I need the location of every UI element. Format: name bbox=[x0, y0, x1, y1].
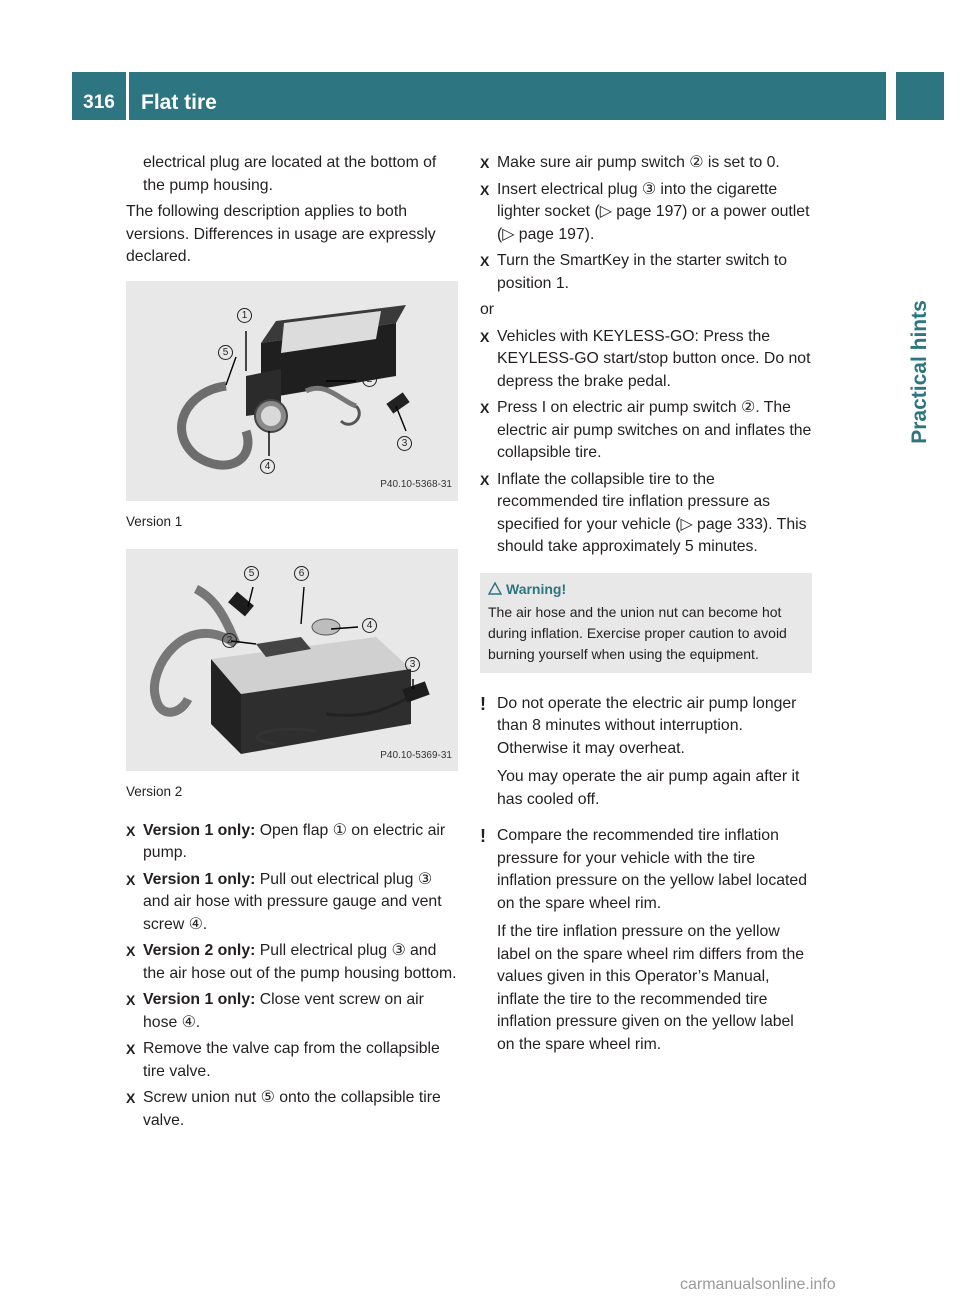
step-arrow-icon: X bbox=[480, 471, 490, 488]
callout-3: 3 bbox=[397, 436, 412, 451]
step-text: Turn the SmartKey in the starter switch to position 1. bbox=[497, 252, 788, 292]
right-column bbox=[480, 152, 812, 1070]
note-text: You may operate the air pump again after it has cooled off. bbox=[497, 768, 800, 808]
step-text: Close vent screw on air hose ④. bbox=[143, 991, 424, 1031]
step-arrow-icon: X bbox=[126, 871, 136, 888]
step-arrow-icon: X bbox=[126, 943, 136, 959]
step-item bbox=[126, 940, 460, 985]
header-separator bbox=[126, 72, 129, 120]
side-tab-block bbox=[896, 72, 944, 120]
step-lead: Version 1 only: bbox=[143, 821, 256, 839]
side-tab-section bbox=[896, 272, 944, 472]
step-item bbox=[480, 179, 812, 247]
step-item bbox=[126, 820, 460, 865]
air-pump-v1-illustration bbox=[126, 281, 458, 501]
step-item bbox=[126, 989, 460, 1034]
exclamation-icon: ! bbox=[480, 826, 486, 846]
warning-triangle-icon bbox=[488, 582, 502, 595]
callout-5: 5 bbox=[244, 566, 259, 581]
note-text: Compare the recommended tire inflation pressure for your vehicle with the tire inflation pressure on the yellow label located on the spare wheel rim. bbox=[497, 827, 807, 912]
side-tab-label: Practical hints bbox=[908, 300, 931, 444]
step-text: Remove the valve cap from the collapsible tire valve. bbox=[143, 1040, 440, 1080]
step-lead: Version 2 only: bbox=[143, 942, 256, 959]
exclamation-icon: ! bbox=[480, 693, 486, 714]
step-arrow-icon: X bbox=[480, 181, 490, 198]
figure-version-1 bbox=[126, 281, 458, 501]
side-tab bbox=[896, 72, 944, 1147]
step-lead: Version 1 only: bbox=[143, 870, 256, 888]
note-item bbox=[480, 693, 812, 812]
figure-version-2 bbox=[126, 549, 458, 771]
note-text: If the tire inflation pressure on the yellow label on the spare wheel rim differs from the values given in this Operator’s Manual, inflate the tire to the recommended tire inflation pressure given on the yellow label on the spare wheel rim. bbox=[497, 923, 805, 1053]
step-item bbox=[480, 326, 812, 394]
step-text: Vehicles with KEYLESS-GO: Press the KEYLESS-GO start/stop button once. Do not depress the brake pedal. bbox=[497, 327, 811, 390]
or-text: or bbox=[480, 301, 495, 318]
figure-code: P40.10-5368-31 bbox=[380, 479, 452, 490]
versions-paragraph: The following description applies to both versions. Differences in usage are expressly declared. bbox=[126, 203, 436, 265]
warning-text: The air hose and the union nut can become hot during inflation. Exercise proper caution to avoid burning yourself when using the equipment. bbox=[488, 603, 787, 662]
step-arrow-icon: X bbox=[480, 155, 490, 171]
step-arrow-icon: X bbox=[126, 992, 136, 1008]
step-arrow-icon: X bbox=[480, 328, 490, 345]
warning-title bbox=[488, 579, 804, 600]
step-item bbox=[480, 469, 812, 559]
callout-6: 6 bbox=[294, 566, 309, 581]
step-arrow-icon: X bbox=[480, 253, 490, 269]
callout-1: 1 bbox=[237, 308, 252, 323]
watermark: carmanualsonline.info bbox=[680, 1276, 836, 1293]
step-lead: Version 1 only: bbox=[143, 991, 256, 1008]
callout-3: 3 bbox=[405, 657, 420, 672]
figure-code: P40.10-5369-31 bbox=[380, 749, 452, 761]
figure-caption: Version 1 bbox=[126, 513, 183, 529]
chapter-title: Flat tire bbox=[141, 91, 217, 114]
step-text: Pull out electrical plug ③ and air hose with pressure gauge and vent screw ④. bbox=[143, 870, 442, 933]
callout-4: 4 bbox=[260, 459, 275, 474]
callout-4: 4 bbox=[362, 618, 377, 633]
step-text: Insert electrical plug ③ into the cigarette lighter socket (▷ page 197) or a power outlet (▷ page 197). bbox=[497, 180, 810, 243]
step-item bbox=[480, 397, 812, 465]
step-arrow-icon: X bbox=[126, 822, 136, 839]
step-text: Press I on electric air pump switch ②. The electric air pump switches on and inflates the collapsible tire. bbox=[497, 399, 812, 461]
step-item bbox=[126, 1038, 460, 1083]
step-item bbox=[480, 152, 812, 175]
step-item bbox=[126, 1087, 460, 1132]
warning-box bbox=[480, 573, 812, 673]
step-text: Open flap ① on electric air pump. bbox=[143, 821, 446, 861]
step-item bbox=[126, 869, 460, 937]
callout-5: 5 bbox=[218, 345, 233, 360]
figure-caption: Version 2 bbox=[126, 784, 183, 799]
callout-2: 2 bbox=[362, 372, 377, 387]
step-arrow-icon: X bbox=[126, 1090, 136, 1106]
step-item bbox=[480, 250, 812, 295]
step-text: Screw union nut ⑤ onto the collapsible tire valve. bbox=[143, 1089, 441, 1129]
note-item bbox=[480, 825, 812, 1056]
callout-2: 2 bbox=[222, 633, 237, 648]
left-column bbox=[126, 152, 460, 1136]
step-arrow-icon: X bbox=[480, 400, 490, 416]
page-number: 316 bbox=[83, 92, 115, 113]
step-text: Pull electrical plug ③ and the air hose out of the pump housing bottom. bbox=[143, 942, 457, 982]
warning-title-text: Warning! bbox=[506, 580, 567, 597]
step-text: Inflate the collapsible tire to the recommended tire inflation pressure as specified for your vehicle (▷ page 333). This should take approximately 5 minutes. bbox=[497, 470, 807, 555]
step-text: Make sure air pump switch ② is set to 0. bbox=[497, 154, 780, 171]
intro-continuation: electrical plug are located at the bottom of the pump housing. bbox=[143, 154, 437, 194]
note-text: Do not operate the electric air pump longer than 8 minutes without interruption. Otherwise it may overheat. bbox=[497, 694, 797, 757]
step-arrow-icon: X bbox=[126, 1041, 136, 1057]
